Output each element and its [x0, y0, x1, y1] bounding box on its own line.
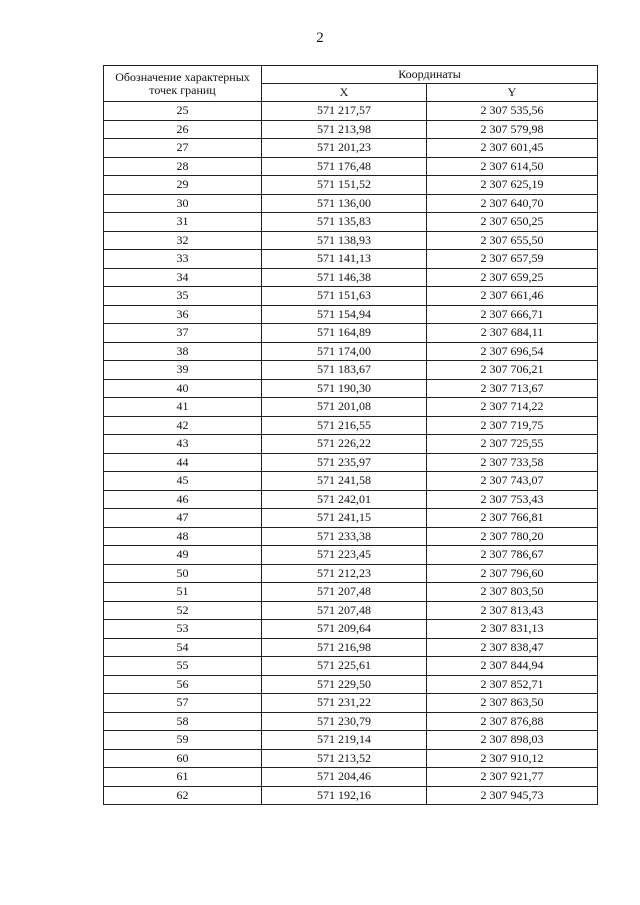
- point-cell: 42: [104, 416, 262, 435]
- x-coordinate-cell: 571 192,16: [262, 786, 427, 805]
- point-cell: 45: [104, 472, 262, 491]
- point-cell: 52: [104, 601, 262, 620]
- y-coordinate-cell: 2 307 945,73: [427, 786, 598, 805]
- x-coordinate-cell: 571 231,22: [262, 694, 427, 713]
- table-row: [104, 120, 598, 139]
- point-cell: 31: [104, 213, 262, 232]
- x-coordinate-cell: 571 136,00: [262, 194, 427, 213]
- x-coordinate-cell: 571 154,94: [262, 305, 427, 324]
- table-row: [104, 601, 598, 620]
- y-coordinate-cell: 2 307 713,67: [427, 379, 598, 398]
- y-coordinate-cell: 2 307 780,20: [427, 527, 598, 546]
- table-row: [104, 379, 598, 398]
- table-row: [104, 342, 598, 361]
- x-coordinate-cell: 571 201,08: [262, 398, 427, 417]
- page-number: 2: [316, 30, 324, 46]
- table-row: [104, 638, 598, 657]
- table-row: [104, 694, 598, 713]
- x-coordinate-cell: 571 183,67: [262, 361, 427, 380]
- point-cell: 29: [104, 176, 262, 195]
- y-coordinate-cell: 2 307 803,50: [427, 583, 598, 602]
- table-row: [104, 305, 598, 324]
- y-coordinate-cell: 2 307 661,46: [427, 287, 598, 306]
- x-column-header: X: [262, 84, 427, 102]
- x-coordinate-cell: 571 146,38: [262, 268, 427, 287]
- x-coordinate-cell: 571 141,13: [262, 250, 427, 269]
- table-row: [104, 527, 598, 546]
- y-coordinate-cell: 2 307 714,22: [427, 398, 598, 417]
- point-cell: 30: [104, 194, 262, 213]
- y-coordinate-cell: 2 307 719,75: [427, 416, 598, 435]
- table-row: [104, 361, 598, 380]
- x-coordinate-cell: 571 212,23: [262, 564, 427, 583]
- x-coordinate-cell: 571 176,48: [262, 157, 427, 176]
- x-coordinate-cell: 571 230,79: [262, 712, 427, 731]
- point-cell: 35: [104, 287, 262, 306]
- point-cell: 50: [104, 564, 262, 583]
- table-row: [104, 398, 598, 417]
- point-cell: 51: [104, 583, 262, 602]
- y-coordinate-cell: 2 307 625,19: [427, 176, 598, 195]
- table-row: [104, 583, 598, 602]
- point-cell: 34: [104, 268, 262, 287]
- point-cell: 32: [104, 231, 262, 250]
- table-row: [104, 231, 598, 250]
- x-coordinate-cell: 571 213,98: [262, 120, 427, 139]
- point-cell: 36: [104, 305, 262, 324]
- y-coordinate-cell: 2 307 831,13: [427, 620, 598, 639]
- x-coordinate-cell: 571 151,63: [262, 287, 427, 306]
- point-cell: 39: [104, 361, 262, 380]
- table-row: [104, 657, 598, 676]
- point-cell: 57: [104, 694, 262, 713]
- point-cell: 62: [104, 786, 262, 805]
- y-coordinate-cell: 2 307 601,45: [427, 139, 598, 158]
- table-row: [104, 768, 598, 787]
- point-cell: 56: [104, 675, 262, 694]
- y-coordinate-cell: 2 307 706,21: [427, 361, 598, 380]
- x-coordinate-cell: 571 135,83: [262, 213, 427, 232]
- point-cell: 48: [104, 527, 262, 546]
- x-coordinate-cell: 571 190,30: [262, 379, 427, 398]
- x-coordinate-cell: 571 241,15: [262, 509, 427, 528]
- y-coordinate-cell: 2 307 796,60: [427, 564, 598, 583]
- table-row: [104, 472, 598, 491]
- point-cell: 25: [104, 102, 262, 121]
- x-coordinate-cell: 571 225,61: [262, 657, 427, 676]
- y-coordinate-cell: 2 307 876,88: [427, 712, 598, 731]
- point-cell: 38: [104, 342, 262, 361]
- table-row: [104, 675, 598, 694]
- point-cell: 46: [104, 490, 262, 509]
- y-coordinate-cell: 2 307 753,43: [427, 490, 598, 509]
- point-cell: 53: [104, 620, 262, 639]
- point-designation-header: Обозначение характерных точек границ: [104, 66, 262, 102]
- table-row: [104, 324, 598, 343]
- y-coordinate-cell: 2 307 813,43: [427, 601, 598, 620]
- x-coordinate-cell: 571 207,48: [262, 601, 427, 620]
- table-row: [104, 416, 598, 435]
- x-coordinate-cell: 571 229,50: [262, 675, 427, 694]
- x-coordinate-cell: 571 217,57: [262, 102, 427, 121]
- x-coordinate-cell: 571 207,48: [262, 583, 427, 602]
- x-coordinate-cell: 571 138,93: [262, 231, 427, 250]
- table-row: [104, 157, 598, 176]
- x-coordinate-cell: 571 213,52: [262, 749, 427, 768]
- y-coordinate-cell: 2 307 910,12: [427, 749, 598, 768]
- point-cell: 47: [104, 509, 262, 528]
- table-row: [104, 490, 598, 509]
- point-cell: 54: [104, 638, 262, 657]
- table-row: [104, 564, 598, 583]
- table-row: [104, 620, 598, 639]
- point-cell: 60: [104, 749, 262, 768]
- coordinates-header: Координаты: [262, 66, 598, 84]
- point-cell: 55: [104, 657, 262, 676]
- y-coordinate-cell: 2 307 655,50: [427, 231, 598, 250]
- y-coordinate-cell: 2 307 535,56: [427, 102, 598, 121]
- table-row: [104, 287, 598, 306]
- table-row: [104, 176, 598, 195]
- y-coordinate-cell: 2 307 852,71: [427, 675, 598, 694]
- y-coordinate-cell: 2 307 614,50: [427, 157, 598, 176]
- x-coordinate-cell: 571 242,01: [262, 490, 427, 509]
- x-coordinate-cell: 571 235,97: [262, 453, 427, 472]
- point-cell: 37: [104, 324, 262, 343]
- x-coordinate-cell: 571 216,55: [262, 416, 427, 435]
- point-cell: 33: [104, 250, 262, 269]
- y-coordinate-cell: 2 307 725,55: [427, 435, 598, 454]
- y-coordinate-cell: 2 307 786,67: [427, 546, 598, 565]
- point-cell: 28: [104, 157, 262, 176]
- y-coordinate-cell: 2 307 696,54: [427, 342, 598, 361]
- table-row: [104, 268, 598, 287]
- header-row-top: [104, 66, 598, 84]
- y-coordinate-cell: 2 307 733,58: [427, 453, 598, 472]
- y-coordinate-cell: 2 307 844,94: [427, 657, 598, 676]
- table-row: [104, 435, 598, 454]
- x-coordinate-cell: 571 151,52: [262, 176, 427, 195]
- x-coordinate-cell: 571 223,45: [262, 546, 427, 565]
- y-coordinate-cell: 2 307 898,03: [427, 731, 598, 750]
- point-cell: 58: [104, 712, 262, 731]
- table-row: [104, 749, 598, 768]
- y-coordinate-cell: 2 307 657,59: [427, 250, 598, 269]
- x-coordinate-cell: 571 201,23: [262, 139, 427, 158]
- x-coordinate-cell: 571 216,98: [262, 638, 427, 657]
- table-row: [104, 250, 598, 269]
- point-cell: 26: [104, 120, 262, 139]
- point-cell: 49: [104, 546, 262, 565]
- y-coordinate-cell: 2 307 743,07: [427, 472, 598, 491]
- y-coordinate-cell: 2 307 659,25: [427, 268, 598, 287]
- table-row: [104, 213, 598, 232]
- x-coordinate-cell: 571 209,64: [262, 620, 427, 639]
- x-coordinate-cell: 571 204,46: [262, 768, 427, 787]
- y-coordinate-cell: 2 307 650,25: [427, 213, 598, 232]
- x-coordinate-cell: 571 219,14: [262, 731, 427, 750]
- table-row: [104, 194, 598, 213]
- table-row: [104, 786, 598, 805]
- table-row: [104, 731, 598, 750]
- point-cell: 41: [104, 398, 262, 417]
- x-coordinate-cell: 571 241,58: [262, 472, 427, 491]
- table-row: [104, 102, 598, 121]
- point-cell: 27: [104, 139, 262, 158]
- y-coordinate-cell: 2 307 684,11: [427, 324, 598, 343]
- y-coordinate-cell: 2 307 838,47: [427, 638, 598, 657]
- table-row: [104, 139, 598, 158]
- point-cell: 59: [104, 731, 262, 750]
- table-body: [104, 102, 598, 805]
- table-row: [104, 453, 598, 472]
- table-row: [104, 509, 598, 528]
- x-coordinate-cell: 571 226,22: [262, 435, 427, 454]
- y-coordinate-cell: 2 307 921,77: [427, 768, 598, 787]
- y-column-header: Y: [427, 84, 598, 102]
- point-cell: 61: [104, 768, 262, 787]
- y-coordinate-cell: 2 307 766,81: [427, 509, 598, 528]
- x-coordinate-cell: 571 174,00: [262, 342, 427, 361]
- y-coordinate-cell: 2 307 863,50: [427, 694, 598, 713]
- table-row: [104, 712, 598, 731]
- coordinates-table: [103, 65, 598, 805]
- x-coordinate-cell: 571 233,38: [262, 527, 427, 546]
- x-coordinate-cell: 571 164,89: [262, 324, 427, 343]
- y-coordinate-cell: 2 307 666,71: [427, 305, 598, 324]
- y-coordinate-cell: 2 307 579,98: [427, 120, 598, 139]
- point-cell: 44: [104, 453, 262, 472]
- y-coordinate-cell: 2 307 640,70: [427, 194, 598, 213]
- point-cell: 40: [104, 379, 262, 398]
- table-row: [104, 546, 598, 565]
- point-cell: 43: [104, 435, 262, 454]
